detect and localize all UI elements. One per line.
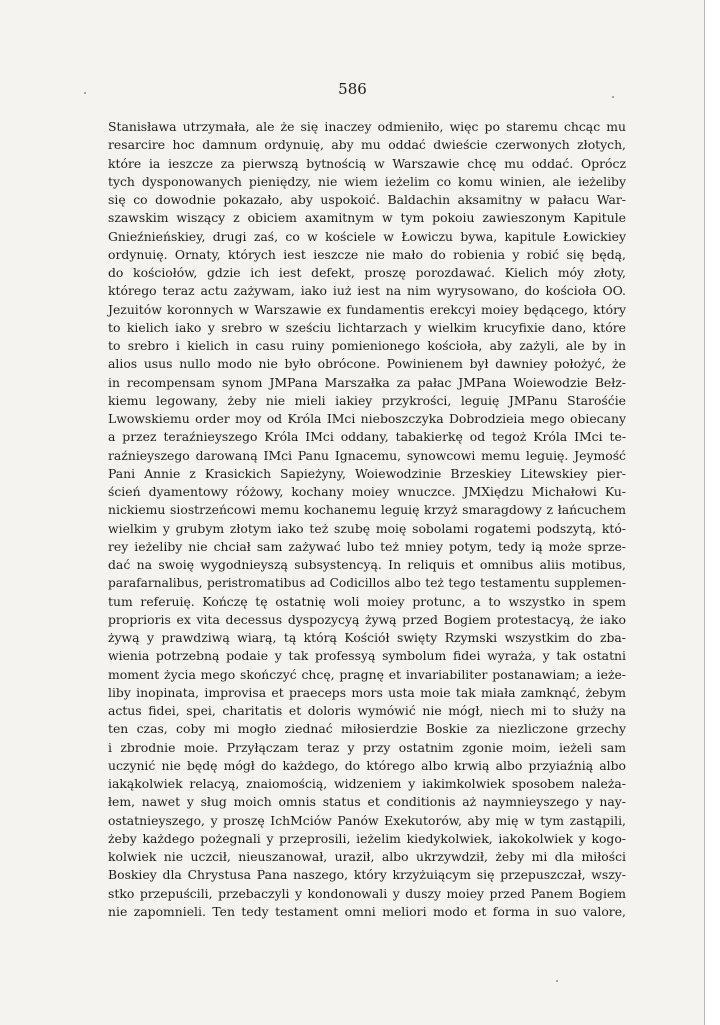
- text-line: uczynić nie będę mógł do każdego, do którego albo krwią albo przyiaźnią albo: [108, 757, 626, 773]
- text-line: parafarnalibus, peristromatibus ad Codicillos albo też tego testamentu supplemen-: [108, 576, 626, 591]
- text-line: stko przepuścili, przebaczyli y kondonowali y duszy moiey przed Panem Bogiem: [108, 885, 626, 901]
- text-line: moment życia mego skończyć chcę, pragnę et invariabiliter postanawiam; a ieże-: [108, 666, 626, 682]
- text-line: łem, nawet y sług moich omnis status et conditionis aż naymnieyszego y nay-: [108, 794, 626, 810]
- text-line: wielkim y grubym złotym iako też szubę moię sobolami rogatemi podszytą, któ-: [108, 520, 626, 536]
- text-line: liby inopinata, improvisa et praeceps mors usta moie tak miała zamknąć, żebym: [108, 684, 626, 700]
- text-line: Jezuitów koronnych w Warszawie ex fundamentis erekcyi moiey będącego, który: [108, 301, 626, 317]
- text-line: dać na swoię wygodnieyszą subsystencyą. In reliquis et omnibus aliis motibus,: [108, 557, 626, 572]
- text-line: ordynuię. Ornaty, których iest ieszcze nie mało do robienia y robić się będą,: [108, 246, 626, 262]
- text-line: którego teraz actu zażywam, iako iuż iest na nim wyrysowano, do kościoła OO.: [108, 283, 626, 299]
- text-line: to kielich iako y srebro w sześciu lichtarzach y wielkim krucyfixie dano, które: [108, 319, 626, 335]
- text-line: i zbrodnie moie. Przyłączam teraz y przy ostatnim zgonie moim, ieżeli sam: [108, 739, 626, 755]
- page-edge: [704, 0, 720, 1025]
- text-line: wienia potrzebną podaie y tak professyą symbolum fidei wyraża, y tak ostatni: [108, 648, 626, 664]
- text-line: Gnieźnieńskiey, drugi zaś, co w kościele w Łowiczu bywa, kapitule Łowickiey: [108, 228, 626, 244]
- page-number: 586: [338, 80, 367, 98]
- text-line: Boskiey dla Chrystusa Pana naszego, który krzyżuiącym się przepuszczał, wszy-: [108, 867, 626, 883]
- text-line: tum referuię. Kończę tę ostatnię woli moiey protunc, a to wszystko in spem: [108, 593, 626, 609]
- body-text: [108, 118, 626, 921]
- text-line: actus fidei, spei, charitatis et doloris wymówić nie mógł, niech mi to służy na: [108, 703, 626, 718]
- text-line: kiemu legowany, żeby nie mieli iakiey przykrości, leguię JMPanu Starośćie: [108, 392, 626, 408]
- text-line: Stanisława utrzymała, ale że się inaczey odmieniło, więc po staremu chcąc mu: [108, 119, 626, 134]
- text-line: żeby każdego pożegnali y przeprosili, ieżelim kiedykolwiek, iakokolwiek y kogo-: [108, 830, 626, 846]
- text-line: tych dysponowanych pieniędzy, nie wiem ieżelim co komu winien, ale ieżeliby: [108, 173, 626, 189]
- text-line: żywą y prawdziwą wiarą, tą którą Kościół swięty Rzymski wszystkim do zba-: [108, 630, 626, 645]
- text-line: a przez teraźnieyszego Króla IMci oddany, tabakierkę od tegoż Króla IMci te-: [108, 429, 626, 445]
- text-line: się co dowodnie pokazało, aby uspokoić. Baldachin aksamitny w pałacu War-: [108, 192, 626, 207]
- text-line: do kościołów, gdzie ich iest defekt, proszę porozdawać. Kielich móy złoty,: [108, 265, 626, 280]
- text-line: nie zapomnieli. Ten tedy testament omni meliori modo et forma in suo valore,: [108, 903, 626, 919]
- text-line: Pani Annie z Krasickich Sapieżyny, Woiewodzinie Brzeskiey Litewskiey pier-: [108, 465, 626, 481]
- text-line: alios usus nullo modo nie było obrócone. Powinienem był dawniey położyć, że: [108, 356, 626, 372]
- text-line: nickiemu siostrzeńcowi memu kochanemu leguię krzyż smaragdowy z łańcuchem: [108, 502, 626, 518]
- text-line: ścień dyamentowy różowy, kochany moiey wnuczce. JMXiędzu Michałowi Ku-: [108, 484, 626, 499]
- text-line: resarcire hoc damnum ordynuię, aby mu oddać dwieście czerwonych złotych,: [108, 137, 626, 153]
- text-line: in recompensam synom JMPana Marszałka za pałac JMPana Woiewodzie Bełz-: [108, 374, 626, 390]
- text-line: ostatnieyszego, y proszę IchMciów Panów Exekutorów, aby mię w tym zastąpili,: [108, 812, 626, 828]
- text-line: szawskim wiszący z obiciem axamitnym w tym pokoiu zawieszonym Kapitule: [108, 210, 626, 226]
- text-line: które ia ieszcze za pierwszą bytnością w Warszawie chcę mu oddać. Oprócz: [108, 155, 626, 171]
- text-line: to srebro i kielich in casu ruiny pomienionego kościoła, aby zażyli, ale by in: [108, 338, 626, 353]
- text-line: iakąkolwiek relacyą, znaiomością, widzeniem y iakimkolwiek sposobem należa-: [108, 776, 626, 791]
- scan-speck: [556, 980, 558, 982]
- text-line: proprioris ex vita decessus dyspozycyą żywą przed Bogiem protestacyą, że iako: [108, 611, 626, 627]
- text-line: Lwowskiemu order moy od Króla IMci nieboszczyka Dobrodzieia mego obiecany: [108, 411, 626, 426]
- text-line: rey ieżeliby nie chciał sam zażywać lubo też mniey potym, tedy ią może sprze-: [108, 538, 626, 554]
- text-line: raźnieyszego darowaną IMci Panu Ignacemu, synowcowi memu leguię. Jeymość: [108, 447, 626, 463]
- text-line: ten czas, coby mi mogło ziednać miłosierdzie Boskie za niezliczone grzechy: [108, 721, 626, 737]
- text-line: kolwiek nie uczcił, nieuszanował, uraził, albo ukrzywdził, żeby mi dla miłości: [108, 849, 626, 864]
